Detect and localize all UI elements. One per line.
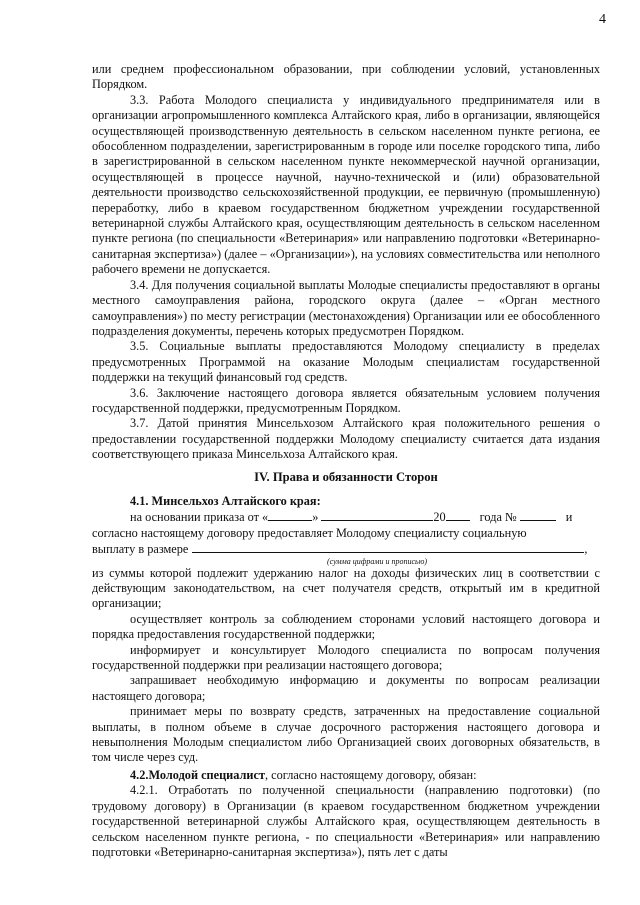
paragraph: принимает меры по возврату средств, затраченных на предоставление социальной выплаты, в полном объеме в случае досрочного расторжения настоящего договора и невыполнения Молодым специалистом либо Организацией своих договорных обязательств, в том числе через суд. <box>92 704 600 765</box>
paragraphs-mid <box>92 566 600 766</box>
paragraphs-top <box>92 62 600 463</box>
paragraph: 3.3. Работа Молодого специалиста у индивидуального предпринимателя или в организации агропромышленного комплекса Алтайского края, либо в организации, являющейся осуществляющей производственную деятельность в сельском населенном пункте региона, ее обособленном подразделении, зарегистрированным в городе или поселке городского типа, либо в зарегистрированной в сельском населенном пункте некоммерческой научной организации, осуществляющей в процессе научной, научно-технической и (или) образовательной деятельности производство сельскохозяйственной продукции, ее первичную (промышленную) переработку, либо в краевом государственном бюджетном учреждении государственной ветеринарной службы Алтайского края, осуществляющим деятельность в сельском населенном пункте региона (по специальности «Ветеринария» или направлению подготовки «Ветеринарно-санитарная экспертиза») (далее – «Организации»), на условиях совместительства или неполного рабочего времени не допускается. <box>92 92 600 277</box>
paragraph: из суммы которой подлежит удержанию налог на доходы физических лиц в соответствии с действующим законодательством, на счет получателя средств, открытый им в кредитной организации; <box>92 565 600 611</box>
agreement-line <box>92 526 600 541</box>
day-blank[interactable] <box>268 509 312 521</box>
paragraph: осуществляет контроль за соблюдением сторонами условий настоящего договора и порядка предоставления государственной поддержки; <box>92 611 600 642</box>
amount-label: выплату в размере <box>92 542 189 557</box>
document-body <box>92 62 600 860</box>
amount-end: , <box>584 542 588 557</box>
agreement-text: согласно настоящему договору предоставляет Молодому специалисту социальную <box>92 525 527 540</box>
fill-text-c: 20 <box>433 510 446 525</box>
paragraph: 3.7. Датой принятия Минсельхозом Алтайского края положительного решения о предоставлении государственной поддержки Молодому специалисту считается дата издания соответствующего приказа Минсельхоза Алтайского края. <box>92 416 600 462</box>
fill-text-b: » <box>312 510 319 525</box>
paragraph: 3.6. Заключение настоящего договора является обязательным условием получения государственной поддержки, предусмотренным Порядком. <box>92 385 600 415</box>
month-blank[interactable] <box>321 509 433 521</box>
paragraph: информирует и консультирует Молодого специалиста по вопросам получения государственной поддержки при реализации настоящего договора; <box>92 642 600 673</box>
fill-text-d: года № <box>479 510 517 525</box>
amount-caption: (сумма цифрами и прописью) <box>327 556 428 566</box>
page-number: 4 <box>599 12 606 27</box>
paragraph: 3.5. Социальные выплаты предоставляются Молодому специалисту в пределах предусмотренных Программой на оказание Молодым специалистам государственной поддержки на текущий финансовый год средств. <box>92 339 600 385</box>
subsection-4-1-title: 4.1. Минсельхоз Алтайского края: <box>130 493 321 508</box>
order-date-line <box>92 509 600 525</box>
subsection-4-2-title <box>92 768 600 783</box>
fill-text-a: на основании приказа от « <box>130 510 269 525</box>
paragraph: 3.4. Для получения социальной выплаты Молодые специалисты предоставляют в органы местного самоуправления района, городского округа (далее – «Орган местного самоуправления») по месту регистрации (местонахождения) Организации или ее обособленного подразделения документы, перечень которых предусмотрен Порядком. <box>92 277 600 338</box>
order-number-blank[interactable] <box>520 509 556 521</box>
paragraph: или среднем профессиональном образовании, при соблюдении условий, установленных Порядком. <box>92 62 600 92</box>
subsection-4-2-bold: 4.2.Молодой специалист <box>130 767 266 782</box>
year-blank[interactable] <box>446 509 470 521</box>
paragraph-4-2-1: 4.2.1. Отработать по полученной специальности (направлению подготовки) (по трудовому договору) в Организации (в краевом государственном бюджетном учреждении государственной ветеринарной службы Алтайского края, осуществляющем деятельность в сельском населенном пункте региона, - по специальности «Ветеринария» или направлению подготовки «Ветеринарно-санитарная экспертиза»), пять лет с даты <box>92 783 600 859</box>
fill-text-e: и <box>565 510 573 525</box>
subsection-4-2-rest: , согласно настоящему договору, обязан: <box>265 767 477 782</box>
paragraph: запрашивает необходимую информацию и документы по вопросам реализации настоящего договора; <box>92 673 600 703</box>
section-heading: IV. Права и обязанности Сторон <box>254 469 438 484</box>
amount-line <box>92 541 600 557</box>
amount-blank[interactable] <box>192 541 584 553</box>
